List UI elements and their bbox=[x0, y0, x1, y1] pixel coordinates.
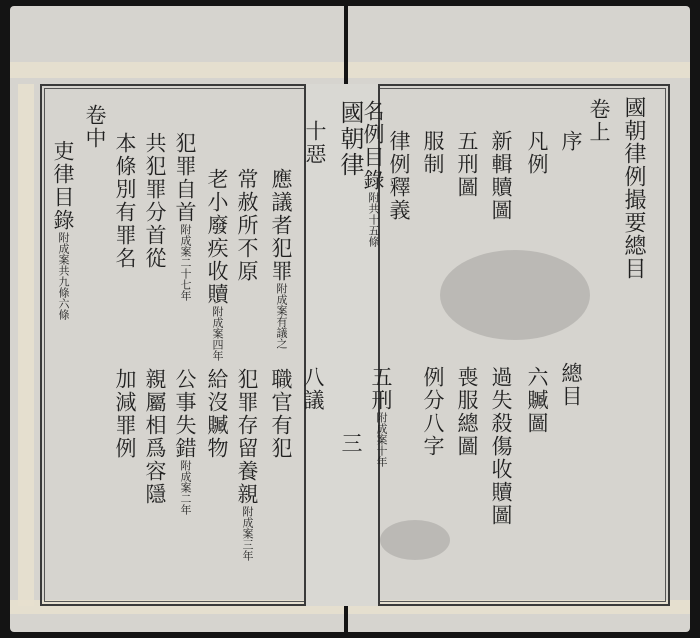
toc-item: 職官有犯 bbox=[269, 368, 293, 460]
tape-strip bbox=[18, 84, 34, 606]
toc-item: 八議 bbox=[301, 366, 325, 412]
toc-item-note: 附共十五條 bbox=[367, 192, 380, 247]
toc-item bbox=[206, 168, 227, 361]
toc-item: 共犯罪分首從 bbox=[143, 132, 167, 270]
toc-item: 凡例 bbox=[525, 130, 549, 176]
toc-item bbox=[236, 368, 257, 561]
toc-item-main: 老小廢疾收贖 bbox=[205, 168, 229, 306]
toc-item-note: 附成案共九條六條 bbox=[57, 232, 70, 320]
toc-item: 服制 bbox=[421, 130, 445, 176]
volume-heading: 卷上 bbox=[587, 98, 611, 144]
toc-item: 律例釋義 bbox=[387, 130, 411, 222]
toc-item-note: 附成案十年 bbox=[375, 412, 388, 467]
book-title: 國朝律例撮要總目 bbox=[621, 96, 646, 280]
toc-item bbox=[370, 366, 391, 467]
toc-item-main: 吏律目錄 bbox=[51, 140, 75, 232]
toc-item-main: 犯罪存留養親 bbox=[235, 368, 259, 506]
toc-item-main: 名例目錄 bbox=[361, 100, 385, 192]
toc-item bbox=[362, 100, 383, 247]
toc-item bbox=[174, 132, 195, 301]
toc-item: 序 bbox=[559, 130, 583, 153]
toc-item: 喪服總圖 bbox=[455, 366, 479, 458]
toc-item: 親屬相爲容隱 bbox=[143, 368, 167, 506]
tape-strip bbox=[10, 62, 344, 78]
toc-item: 新輯贖圖 bbox=[489, 130, 513, 222]
toc-item-note: 附成案二十七年 bbox=[179, 224, 192, 301]
toc-item: 五刑圖 bbox=[455, 130, 479, 199]
toc-item-note: 附成案二年 bbox=[179, 460, 192, 515]
page-number: 三 bbox=[339, 432, 363, 455]
toc-item bbox=[174, 368, 195, 515]
toc-item: 例分八字 bbox=[421, 366, 445, 458]
toc-item: 總目 bbox=[559, 362, 583, 408]
toc-item: 過失殺傷收贖圖 bbox=[489, 366, 513, 527]
toc-item: 六贓圖 bbox=[525, 366, 549, 435]
toc-item-note: 附成案四年 bbox=[211, 306, 224, 361]
toc-item-main: 公事失錯 bbox=[173, 368, 197, 460]
toc-item bbox=[270, 168, 291, 349]
toc-item-note: 附成案有議之 bbox=[275, 283, 288, 349]
toc-item-main: 五刑 bbox=[369, 366, 393, 412]
spine-title: 國朝律 bbox=[336, 100, 364, 178]
toc-item: 給沒贓物 bbox=[205, 368, 229, 460]
spine-marker: 十惡 bbox=[303, 120, 327, 166]
toc-item: 常赦所不原 bbox=[235, 168, 259, 283]
toc-item-note: 附成案三年 bbox=[241, 506, 254, 561]
toc-item: 加減罪例 bbox=[113, 368, 137, 460]
tape-strip bbox=[348, 62, 690, 78]
toc-item bbox=[52, 140, 73, 320]
volume-heading: 卷中 bbox=[83, 104, 107, 150]
toc-item-main: 應議者犯罪 bbox=[269, 168, 293, 283]
toc-item-main: 犯罪自首 bbox=[173, 132, 197, 224]
toc-item: 本條別有罪名 bbox=[113, 132, 137, 270]
